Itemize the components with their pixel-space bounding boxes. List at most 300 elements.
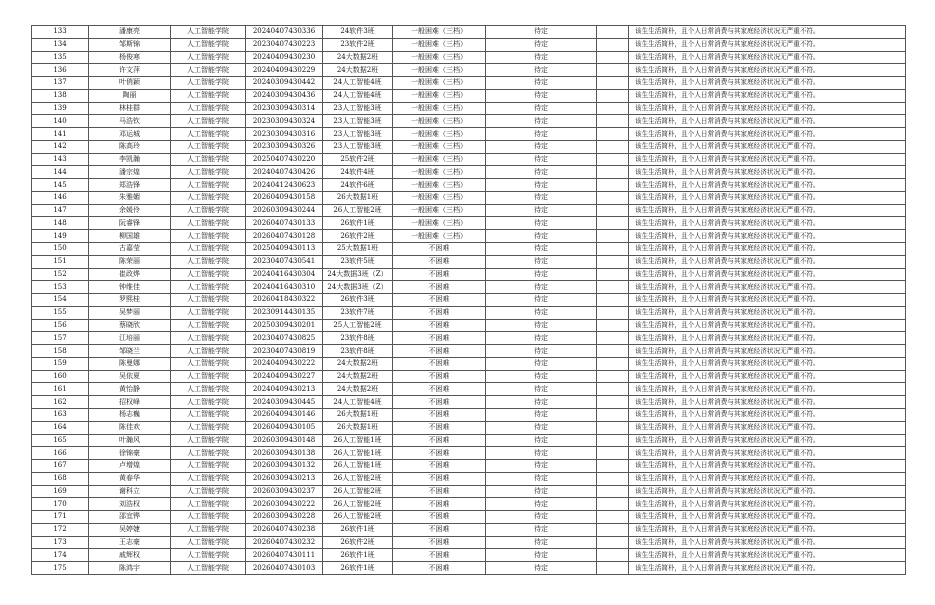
remark-text: 该生生活简朴，且个人日常消费与其家庭经济状况无严重不符。 (629, 472, 906, 485)
difficulty-level: 一般困难（三档） (393, 38, 486, 51)
remark-text: 该生生活简朴，且个人日常消费与其家庭经济状况无严重不符。 (629, 370, 906, 383)
remark-text: 该生生活简朴，且个人日常消费与其家庭经济状况无严重不符。 (629, 191, 906, 204)
table-row (32, 191, 906, 204)
student-name: 古嘉莹 (89, 243, 171, 256)
remark-text: 该生生活简朴，且个人日常消费与其家庭经济状况无严重不符。 (629, 498, 906, 511)
row-number: 174 (32, 549, 89, 562)
review-status: 待定 (486, 523, 597, 536)
blank-cell (597, 319, 629, 332)
review-status: 待定 (486, 434, 597, 447)
difficulty-level: 不困难 (393, 306, 486, 319)
student-name: 阮睿锋 (89, 217, 171, 230)
class-name: 26人工智能2班 (323, 498, 393, 511)
remark-text: 该生生活简朴，且个人日常消费与其家庭经济状况无严重不符。 (629, 153, 906, 166)
college-name: 人工智能学院 (171, 26, 246, 39)
student-name: 邓运城 (89, 128, 171, 141)
remark-text: 该生生活简朴，且个人日常消费与其家庭经济状况无严重不符。 (629, 89, 906, 102)
remark-text: 该生生活简朴，且个人日常消费与其家庭经济状况无严重不符。 (629, 140, 906, 153)
remark-text: 该生生活简朴，且个人日常消费与其家庭经济状况无严重不符。 (629, 102, 906, 115)
table-row (32, 523, 906, 536)
blank-cell (597, 64, 629, 77)
row-number: 145 (32, 179, 89, 192)
remark-text: 该生生活简朴，且个人日常消费与其家庭经济状况无严重不符。 (629, 230, 906, 243)
blank-cell (597, 485, 629, 498)
table-row (32, 128, 906, 141)
college-name: 人工智能学院 (171, 345, 246, 358)
table-row (32, 447, 906, 460)
blank-cell (597, 115, 629, 128)
review-status: 待定 (486, 511, 597, 524)
blank-cell (597, 153, 629, 166)
table-row (32, 102, 906, 115)
review-status: 待定 (486, 536, 597, 549)
review-status: 待定 (486, 51, 597, 64)
table-row (32, 115, 906, 128)
student-id: 20240409430229 (246, 64, 323, 77)
college-name: 人工智能学院 (171, 38, 246, 51)
review-status: 待定 (486, 89, 597, 102)
review-status: 待定 (486, 230, 597, 243)
table-row (32, 230, 906, 243)
college-name: 人工智能学院 (171, 408, 246, 421)
difficulty-level: 不困难 (393, 498, 486, 511)
college-name: 人工智能学院 (171, 115, 246, 128)
student-id: 20240309430442 (246, 77, 323, 90)
class-name: 23软件7班 (323, 306, 393, 319)
remark-text: 该生生活简朴，且个人日常消费与其家庭经济状况无严重不符。 (629, 38, 906, 51)
row-number: 162 (32, 396, 89, 409)
student-id: 20230309430316 (246, 128, 323, 141)
remark-text: 该生生活简朴，且个人日常消费与其家庭经济状况无严重不符。 (629, 332, 906, 345)
review-status: 待定 (486, 472, 597, 485)
student-name: 叶瀚风 (89, 434, 171, 447)
student-id: 20260309430228 (246, 511, 323, 524)
class-name: 26大数据1班 (323, 421, 393, 434)
table-row (32, 511, 906, 524)
class-name: 23软件8班 (323, 332, 393, 345)
row-number: 134 (32, 38, 89, 51)
difficulty-level: 不困难 (393, 243, 486, 256)
student-id: 20250309430201 (246, 319, 323, 332)
college-name: 人工智能学院 (171, 191, 246, 204)
table-row (32, 434, 906, 447)
college-name: 人工智能学院 (171, 128, 246, 141)
class-name: 23人工智能3班 (323, 128, 393, 141)
student-name: 陶丽 (89, 89, 171, 102)
college-name: 人工智能学院 (171, 64, 246, 77)
review-status: 待定 (486, 115, 597, 128)
blank-cell (597, 549, 629, 562)
student-id: 20250409430113 (246, 243, 323, 256)
college-name: 人工智能学院 (171, 153, 246, 166)
review-status: 待定 (486, 447, 597, 460)
difficulty-level: 不困难 (393, 345, 486, 358)
row-number: 143 (32, 153, 89, 166)
blank-cell (597, 102, 629, 115)
student-name: 林桂群 (89, 102, 171, 115)
difficulty-level: 不困难 (393, 523, 486, 536)
student-name: 吴依夏 (89, 370, 171, 383)
difficulty-level: 不困难 (393, 562, 486, 575)
college-name: 人工智能学院 (171, 230, 246, 243)
row-number: 153 (32, 281, 89, 294)
student-name: 崔政烨 (89, 268, 171, 281)
review-status: 待定 (486, 140, 597, 153)
difficulty-level: 不困难 (393, 408, 486, 421)
college-name: 人工智能学院 (171, 498, 246, 511)
remark-text: 该生生活简朴，且个人日常消费与其家庭经济状况无严重不符。 (629, 345, 906, 358)
blank-cell (597, 408, 629, 421)
student-name: 朱雅媚 (89, 191, 171, 204)
college-name: 人工智能学院 (171, 255, 246, 268)
table-row (32, 319, 906, 332)
student-name: 钟维佳 (89, 281, 171, 294)
student-id: 20230309430326 (246, 140, 323, 153)
row-number: 148 (32, 217, 89, 230)
difficulty-level: 不困难 (393, 268, 486, 281)
class-name: 23人工智能3班 (323, 140, 393, 153)
student-id: 20240309430436 (246, 89, 323, 102)
row-number: 133 (32, 26, 89, 39)
table-row (32, 472, 906, 485)
review-status: 待定 (486, 255, 597, 268)
remark-text: 该生生活简朴，且个人日常消费与其家庭经济状况无严重不符。 (629, 460, 906, 473)
blank-cell (597, 562, 629, 575)
table-body (32, 26, 906, 575)
class-name: 26软件3班 (323, 294, 393, 307)
student-name: 杨俊寒 (89, 51, 171, 64)
student-name: 吴梦丽 (89, 306, 171, 319)
student-id: 20260409430105 (246, 421, 323, 434)
blank-cell (597, 345, 629, 358)
blank-cell (597, 217, 629, 230)
student-name: 黄怡静 (89, 383, 171, 396)
row-number: 151 (32, 255, 89, 268)
review-status: 待定 (486, 294, 597, 307)
blank-cell (597, 179, 629, 192)
blank-cell (597, 536, 629, 549)
row-number: 141 (32, 128, 89, 141)
difficulty-level: 不困难 (393, 255, 486, 268)
student-id: 20230309430314 (246, 102, 323, 115)
student-name: 马浩钦 (89, 115, 171, 128)
class-name: 23软件5班 (323, 255, 393, 268)
student-id: 20240309430445 (246, 396, 323, 409)
difficulty-level: 不困难 (393, 421, 486, 434)
class-name: 24软件6班 (323, 179, 393, 192)
blank-cell (597, 51, 629, 64)
student-id: 20260407430128 (246, 230, 323, 243)
difficulty-level: 不困难 (393, 536, 486, 549)
college-name: 人工智能学院 (171, 472, 246, 485)
blank-cell (597, 447, 629, 460)
student-name: 许文萍 (89, 64, 171, 77)
college-name: 人工智能学院 (171, 383, 246, 396)
row-number: 146 (32, 191, 89, 204)
college-name: 人工智能学院 (171, 396, 246, 409)
student-name: 招权峰 (89, 396, 171, 409)
student-id: 20230407430541 (246, 255, 323, 268)
review-status: 待定 (486, 460, 597, 473)
remark-text: 该生生活简朴，且个人日常消费与其家庭经济状况无严重不符。 (629, 447, 906, 460)
difficulty-level: 不困难 (393, 549, 486, 562)
class-name: 26人工智能2班 (323, 485, 393, 498)
review-status: 待定 (486, 383, 597, 396)
remark-text: 该生生活简朴，且个人日常消费与其家庭经济状况无严重不符。 (629, 268, 906, 281)
blank-cell (597, 38, 629, 51)
row-number: 136 (32, 64, 89, 77)
table-row (32, 357, 906, 370)
review-status: 待定 (486, 562, 597, 575)
row-number: 164 (32, 421, 89, 434)
student-name: 叶俏颖 (89, 77, 171, 90)
row-number: 166 (32, 447, 89, 460)
college-name: 人工智能学院 (171, 166, 246, 179)
difficulty-level: 一般困难（三档） (393, 115, 486, 128)
difficulty-level: 不困难 (393, 357, 486, 370)
college-name: 人工智能学院 (171, 102, 246, 115)
remark-text: 该生生活简朴，且个人日常消费与其家庭经济状况无严重不符。 (629, 357, 906, 370)
review-status: 待定 (486, 498, 597, 511)
difficulty-level: 一般困难（三档） (393, 77, 486, 90)
class-name: 24大数据2班 (323, 370, 393, 383)
table-row (32, 281, 906, 294)
remark-text: 该生生活简朴，且个人日常消费与其家庭经济状况无严重不符。 (629, 64, 906, 77)
difficulty-level: 不困难 (393, 370, 486, 383)
student-id: 20230914430135 (246, 306, 323, 319)
table-row (32, 140, 906, 153)
college-name: 人工智能学院 (171, 51, 246, 64)
class-name: 26软件1班 (323, 523, 393, 536)
difficulty-level: 不困难 (393, 485, 486, 498)
remark-text: 该生生活简朴，且个人日常消费与其家庭经济状况无严重不符。 (629, 281, 906, 294)
table-row (32, 345, 906, 358)
student-id: 20260407430133 (246, 217, 323, 230)
student-id: 20240407430336 (246, 26, 323, 39)
student-id: 20240409430230 (246, 51, 323, 64)
student-name: 郑浩锋 (89, 179, 171, 192)
student-id: 20260409430146 (246, 408, 323, 421)
student-name: 谢科立 (89, 485, 171, 498)
class-name: 26软件2班 (323, 536, 393, 549)
table-row (32, 421, 906, 434)
class-name: 26大数据1班 (323, 191, 393, 204)
blank-cell (597, 294, 629, 307)
student-name: 吴婷婕 (89, 523, 171, 536)
difficulty-level: 一般困难（三档） (393, 179, 486, 192)
table-row (32, 89, 906, 102)
class-name: 24大数据3班（Z） (323, 281, 393, 294)
blank-cell (597, 421, 629, 434)
blank-cell (597, 26, 629, 39)
difficulty-level: 一般困难（三档） (393, 51, 486, 64)
class-name: 26大数据1班 (323, 408, 393, 421)
class-name: 24人工智能4班 (323, 89, 393, 102)
row-number: 150 (32, 243, 89, 256)
row-number: 138 (32, 89, 89, 102)
college-name: 人工智能学院 (171, 523, 246, 536)
student-id: 20260407430232 (246, 536, 323, 549)
remark-text: 该生生活简朴，且个人日常消费与其家庭经济状况无严重不符。 (629, 77, 906, 90)
review-status: 待定 (486, 128, 597, 141)
remark-text: 该生生活简朴，且个人日常消费与其家庭经济状况无严重不符。 (629, 562, 906, 575)
review-status: 待定 (486, 408, 597, 421)
student-name: 蔡晓欣 (89, 319, 171, 332)
blank-cell (597, 243, 629, 256)
student-id: 20230407430819 (246, 345, 323, 358)
college-name: 人工智能学院 (171, 485, 246, 498)
review-status: 待定 (486, 421, 597, 434)
row-number: 159 (32, 357, 89, 370)
review-status: 待定 (486, 485, 597, 498)
college-name: 人工智能学院 (171, 306, 246, 319)
review-status: 待定 (486, 345, 597, 358)
class-name: 26软件1班 (323, 217, 393, 230)
remark-text: 该生生活简朴，且个人日常消费与其家庭经济状况无严重不符。 (629, 128, 906, 141)
difficulty-level: 不困难 (393, 319, 486, 332)
review-status: 待定 (486, 204, 597, 217)
student-list-table (31, 25, 906, 575)
class-name: 26软件1班 (323, 562, 393, 575)
student-name: 江培丽 (89, 332, 171, 345)
student-id: 20260418430322 (246, 294, 323, 307)
difficulty-level: 不困难 (393, 447, 486, 460)
table-row (32, 460, 906, 473)
blank-cell (597, 472, 629, 485)
blank-cell (597, 128, 629, 141)
row-number: 144 (32, 166, 89, 179)
college-name: 人工智能学院 (171, 447, 246, 460)
college-name: 人工智能学院 (171, 294, 246, 307)
blank-cell (597, 77, 629, 90)
difficulty-level: 一般困难（三档） (393, 230, 486, 243)
difficulty-level: 一般困难（三档） (393, 166, 486, 179)
blank-cell (597, 460, 629, 473)
blank-cell (597, 396, 629, 409)
row-number: 140 (32, 115, 89, 128)
blank-cell (597, 89, 629, 102)
class-name: 23人工智能3班 (323, 102, 393, 115)
college-name: 人工智能学院 (171, 536, 246, 549)
blank-cell (597, 204, 629, 217)
college-name: 人工智能学院 (171, 460, 246, 473)
class-name: 26人工智能2班 (323, 511, 393, 524)
blank-cell (597, 306, 629, 319)
college-name: 人工智能学院 (171, 434, 246, 447)
row-number: 156 (32, 319, 89, 332)
remark-text: 该生生活简朴，且个人日常消费与其家庭经济状况无严重不符。 (629, 255, 906, 268)
table-row (32, 383, 906, 396)
student-id: 20230407430825 (246, 332, 323, 345)
remark-text: 该生生活简朴，且个人日常消费与其家庭经济状况无严重不符。 (629, 179, 906, 192)
review-status: 待定 (486, 153, 597, 166)
student-name: 潘康亮 (89, 26, 171, 39)
remark-text: 该生生活简朴，且个人日常消费与其家庭经济状况无严重不符。 (629, 51, 906, 64)
row-number: 158 (32, 345, 89, 358)
review-status: 待定 (486, 77, 597, 90)
class-name: 23人工智能3班 (323, 115, 393, 128)
college-name: 人工智能学院 (171, 140, 246, 153)
remark-text: 该生生活简朴，且个人日常消费与其家庭经济状况无严重不符。 (629, 204, 906, 217)
row-number: 157 (32, 332, 89, 345)
row-number: 169 (32, 485, 89, 498)
table-row (32, 153, 906, 166)
student-id: 20240409430213 (246, 383, 323, 396)
review-status: 待定 (486, 64, 597, 77)
table-row (32, 549, 906, 562)
remark-text: 该生生活简朴，且个人日常消费与其家庭经济状况无严重不符。 (629, 306, 906, 319)
table-row (32, 536, 906, 549)
student-id: 20240416430304 (246, 268, 323, 281)
class-name: 24人工智能4班 (323, 77, 393, 90)
difficulty-level: 不困难 (393, 472, 486, 485)
row-number: 161 (32, 383, 89, 396)
student-name: 柳国雄 (89, 230, 171, 243)
student-name: 潘宗煌 (89, 166, 171, 179)
class-name: 26人工智能1班 (323, 460, 393, 473)
row-number: 167 (32, 460, 89, 473)
college-name: 人工智能学院 (171, 357, 246, 370)
review-status: 待定 (486, 370, 597, 383)
class-name: 24大数据2班 (323, 51, 393, 64)
row-number: 172 (32, 523, 89, 536)
blank-cell (597, 498, 629, 511)
difficulty-level: 不困难 (393, 332, 486, 345)
student-id: 20240412430623 (246, 179, 323, 192)
student-id: 20260407430103 (246, 562, 323, 575)
table-row (32, 498, 906, 511)
table-row (32, 294, 906, 307)
college-name: 人工智能学院 (171, 281, 246, 294)
student-id: 20260309430237 (246, 485, 323, 498)
college-name: 人工智能学院 (171, 77, 246, 90)
college-name: 人工智能学院 (171, 243, 246, 256)
blank-cell (597, 281, 629, 294)
review-status: 待定 (486, 217, 597, 230)
college-name: 人工智能学院 (171, 511, 246, 524)
difficulty-level: 一般困难（三档） (393, 102, 486, 115)
class-name: 25软件2班 (323, 153, 393, 166)
class-name: 24大数据2班 (323, 64, 393, 77)
student-name: 邹晓兰 (89, 345, 171, 358)
row-number: 149 (32, 230, 89, 243)
remark-text: 该生生活简朴，且个人日常消费与其家庭经济状况无严重不符。 (629, 549, 906, 562)
student-name: 王志豪 (89, 536, 171, 549)
difficulty-level: 一般困难（三档） (393, 89, 486, 102)
difficulty-level: 不困难 (393, 383, 486, 396)
class-name: 23软件2班 (323, 38, 393, 51)
student-name: 罗熙桂 (89, 294, 171, 307)
remark-text: 该生生活简朴，且个人日常消费与其家庭经济状况无严重不符。 (629, 243, 906, 256)
student-id: 20260309430222 (246, 498, 323, 511)
table-row (32, 268, 906, 281)
student-id: 20250407430220 (246, 153, 323, 166)
college-name: 人工智能学院 (171, 562, 246, 575)
blank-cell (597, 166, 629, 179)
student-name: 黄春华 (89, 472, 171, 485)
review-status: 待定 (486, 357, 597, 370)
table-row (32, 26, 906, 39)
remark-text: 该生生活简朴，且个人日常消费与其家庭经济状况无严重不符。 (629, 115, 906, 128)
table-row (32, 562, 906, 575)
table-row (32, 332, 906, 345)
student-id: 20260309430213 (246, 472, 323, 485)
student-id: 20240409430222 (246, 357, 323, 370)
student-name: 邹斯锦 (89, 38, 171, 51)
class-name: 24软件3班 (323, 26, 393, 39)
table-row (32, 51, 906, 64)
class-name: 24软件4班 (323, 166, 393, 179)
